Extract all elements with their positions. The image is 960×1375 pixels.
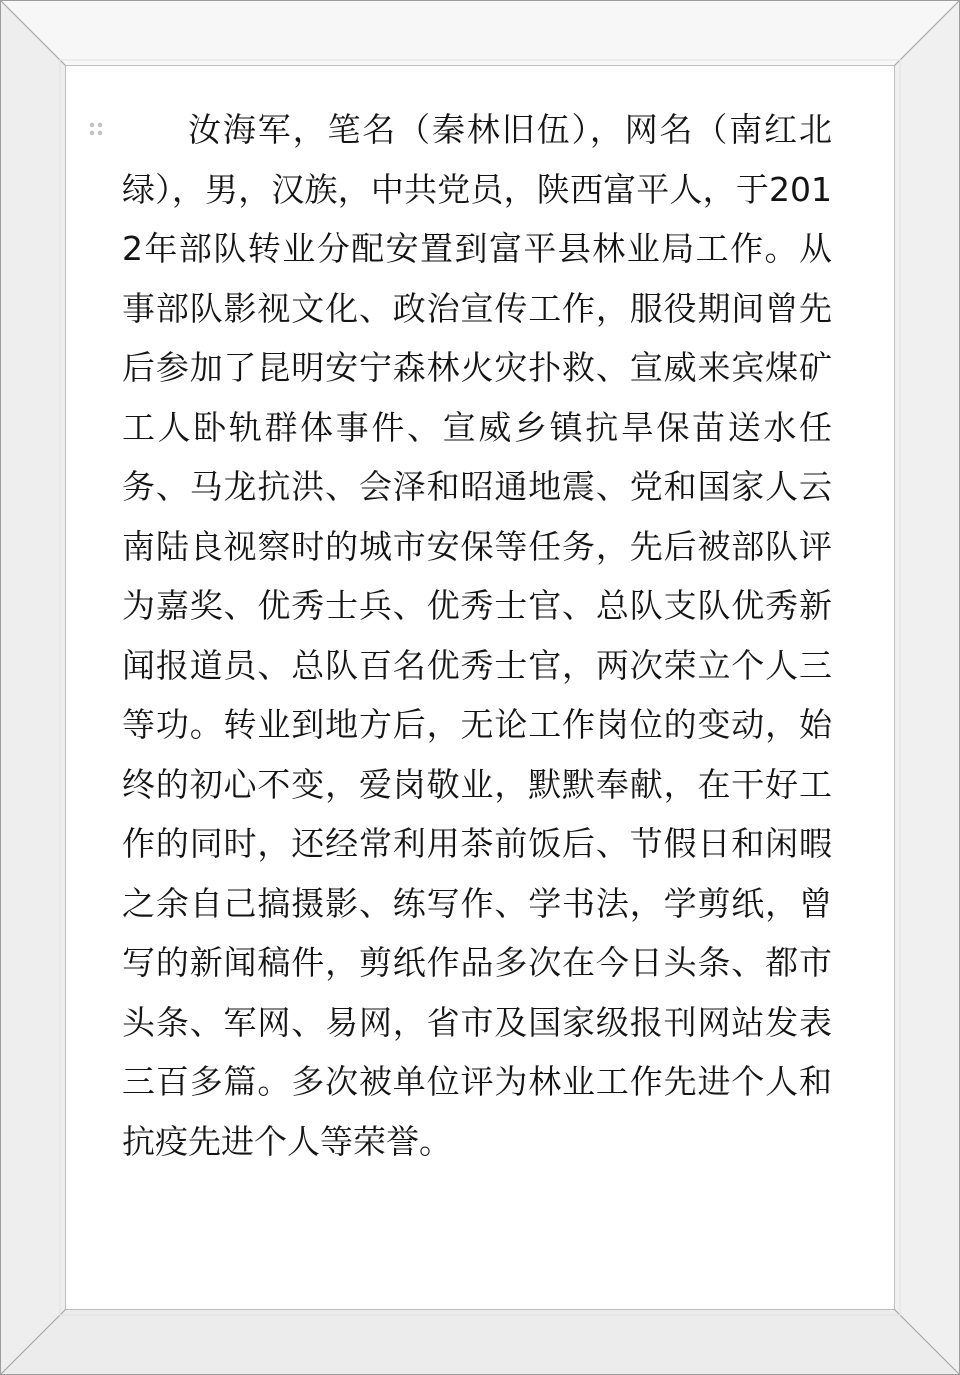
drag-handle-icon[interactable]	[88, 121, 106, 139]
body-paragraph: 汝海军，笔名（秦林旧伍），网名（南红北绿），男，汉族，中共党员，陕西富平人，于2012年部队转业分配安置到富平县林业局工作。从事部队影视文化、政治宣传工作，服役期间曾先后参加了昆明安宁森林火灾扑救、宣威来宾煤矿工人卧轨群体事件、宣威乡镇抗旱保苗送水任务、马龙抗洪、会泽和昭通地震、党和国家人云南陆良视察时的城市安保等任务，先后被部队评为嘉奖、优秀士兵、优秀士官、总队支队优秀新闻报道员、总队百名优秀士官，两次荣立个人三等功。转业到地方后，无论工作岗位的变动，始终的初心不变，爱岗敬业，默默奉献，在干好工作的同时，还经常利用茶前饭后、节假日和闲暇之余自己搞摄影、练写作、学书法，学剪纸，曾写的新闻稿件，剪纸作品多次在今日头条、都市头条、军网、易网，省市及国家级报刊网站发表三百多篇。多次被单位评为林业工作先进个人和抗疫先进个人等荣誉。	[122, 110, 832, 1161]
